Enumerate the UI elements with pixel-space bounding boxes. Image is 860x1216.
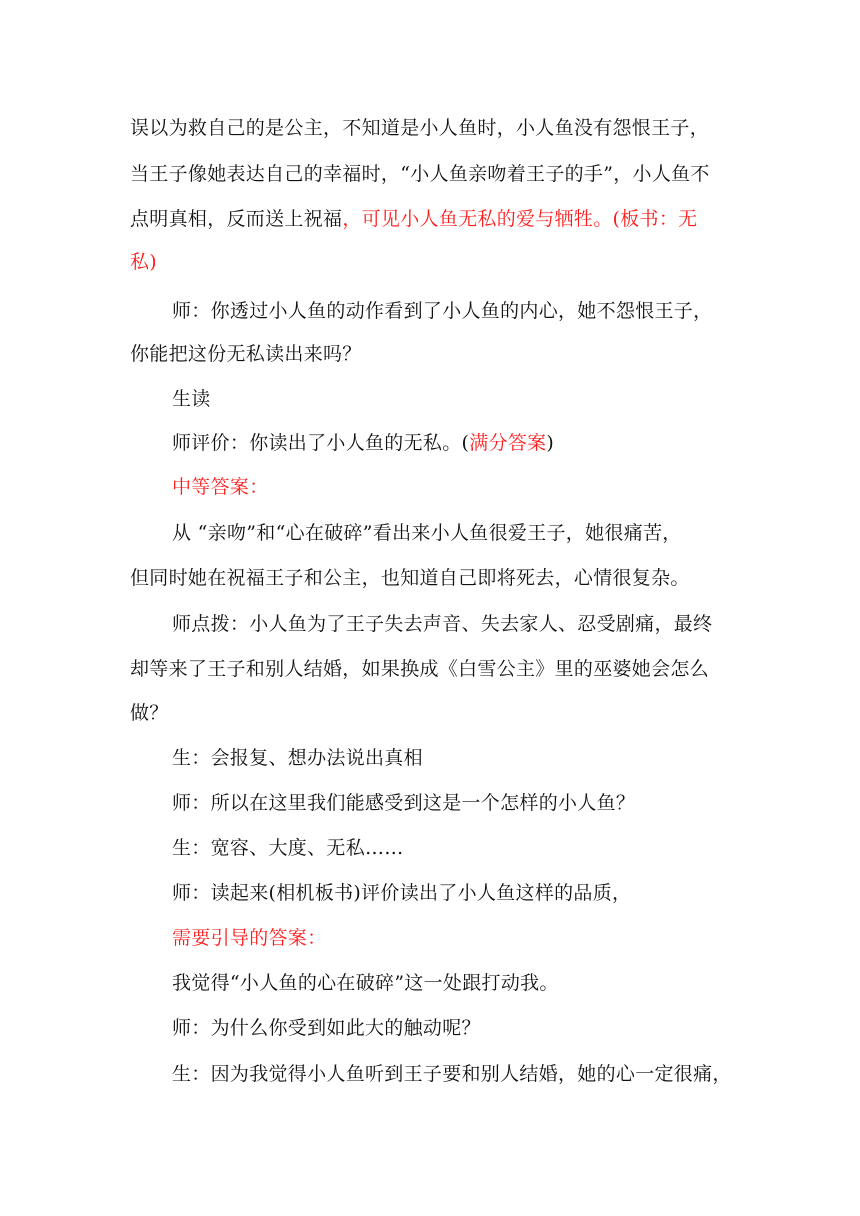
highlight-text: 私) xyxy=(130,251,158,273)
paragraph-line: 做？ xyxy=(130,702,169,724)
paragraph-line: 从 “亲吻”和“心在破碎”看出来小人鱼很爱王子，她很痛苦， xyxy=(172,522,682,544)
paragraph-line: 却等来了王子和别人结婚，如果换成《白雪公主》里的巫婆她会怎么 xyxy=(130,658,710,680)
paragraph-line: 师：所以在这里我们能感受到这是一个怎样的小人鱼？ xyxy=(172,792,636,814)
paragraph-line: 师点拨：小人鱼为了王子失去声音、失去家人、忍受剧痛，最终 xyxy=(172,613,713,635)
paragraph-line: 我觉得“小人鱼的心在破碎”这一处跟打动我。 xyxy=(172,972,559,994)
paragraph-line: 师：你透过小人鱼的动作看到了小人鱼的内心，她不怨恨王子， xyxy=(172,300,713,322)
paragraph-line: 生：会报复、想办法说出真相 xyxy=(172,747,423,769)
highlight-text: 满分答案 xyxy=(469,432,547,454)
paragraph-line: 生读 xyxy=(172,388,211,410)
highlight-text: ，可见小人鱼无私的爱与牺牲。(板书：无 xyxy=(342,208,698,230)
section-heading: 需要引导的答案： xyxy=(172,927,327,949)
paragraph-line xyxy=(172,431,735,455)
paragraph-line: 当王子像她表达自己的幸福时，“小人鱼亲吻着王子的手”，小人鱼不 xyxy=(130,163,710,185)
paragraph-line: 生：宽容、大度、无私…… xyxy=(172,837,404,859)
paragraph-line: 师：读起来(相机板书)评价读出了小人鱼这样的品质， xyxy=(172,882,632,904)
text-segment: 点明真相，反而送上祝福 xyxy=(130,208,343,230)
paragraph-line: 但同时她在祝福王子和公主，也知道自己即将死去，心情很复杂。 xyxy=(130,567,690,589)
paragraph-line: 师：为什么你受到如此大的触动呢？ xyxy=(172,1017,481,1039)
paragraph-line xyxy=(130,207,735,231)
text-segment: ) xyxy=(546,432,555,454)
paragraph-line: 误以为救自己的是公主，不知道是小人鱼时，小人鱼没有怨恨王子， xyxy=(130,117,710,139)
paragraph-line: 生：因为我觉得小人鱼听到王子要和别人结婚，她的心一定很痛， xyxy=(172,1063,732,1085)
text-segment: 师评价：你读出了小人鱼的无私。( xyxy=(172,432,470,454)
section-heading: 中等答案： xyxy=(172,476,269,498)
paragraph-line: 你能把这份无私读出来吗？ xyxy=(130,343,362,365)
